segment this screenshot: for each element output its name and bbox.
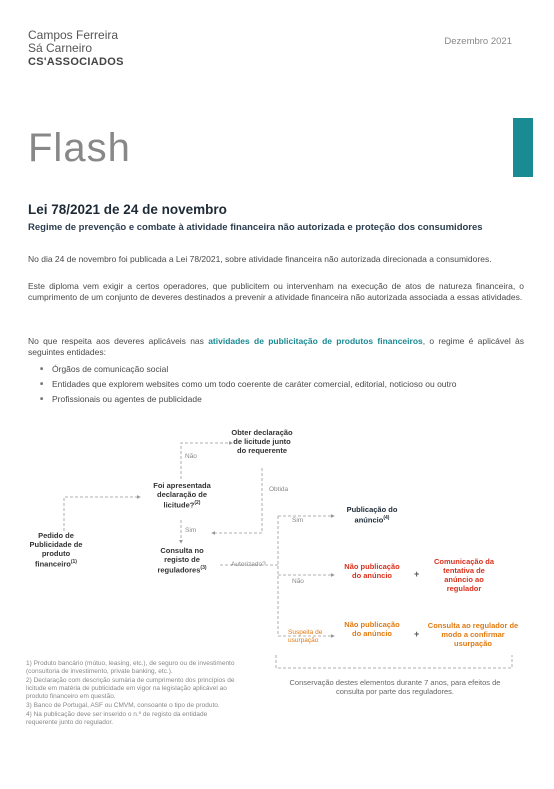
flow-label-sim-mid: Sim (185, 527, 197, 534)
issue-date: Dezembro 2021 (444, 36, 512, 47)
paragraph-3-text-b: , o regime é aplicável às seguintes entidades: (28, 336, 524, 357)
flow-publicacao-anuncio (340, 505, 404, 525)
flow-consulta-text: Consulta no registo de reguladores (157, 546, 204, 575)
flash-title: Flash (28, 126, 131, 170)
flow-pedido-text: Pedido de Publicidade de produto financeiro (29, 531, 83, 569)
flow-comunicacao-regulador: Comunicação da tentativa de anúncio ao regulador (433, 557, 494, 593)
logo-line-1: Campos Ferreira (28, 28, 119, 42)
page-title: Lei 78/2021 de 24 de novembro (28, 202, 227, 217)
list-item: ■ Entidades que explorem websites como um todo coerente de caráter comercial, editorial, noticioso ou outro (40, 377, 520, 392)
paragraph-3-text-a: No que respeita aos deveres aplicáveis nas (28, 336, 209, 346)
flow-obter-declaracao: Obter declaração de licitude junto do requerente (231, 428, 293, 455)
flow-plus-1: + (414, 569, 420, 579)
flow-nao-publicacao-2: Não publicação do anúncio (344, 620, 400, 638)
paragraph-3-highlight: atividades de publicitação de produtos financeiros (208, 336, 423, 346)
paragraph-1: No dia 24 de novembro foi publicada a Lei 78/2021, sobre atividade financeira não autorizada direcionada a consumidores. (28, 254, 492, 264)
flow-label-autorizado: Autorizado? (231, 561, 266, 568)
logo-line-3: CS'ASSOCIADOS (28, 56, 124, 68)
list-item: ■ Órgãos de comunicação social (40, 362, 520, 377)
flow-consulta-sup: (3) (200, 565, 207, 571)
page-subtitle: Regime de prevenção e combate à atividade financeira não autorizada e proteção dos consumidores (28, 222, 483, 233)
footnote-2: 2) Declaração com descrição sumária de cumprimento dos princípios de licitude em matéria de publicidade em vigor na legislação aplicável ao produto financeiro em questão. (26, 677, 235, 700)
flow-publicacao-text: Publicação do anúncio (346, 505, 398, 525)
flow-foi-text: Foi apresentada declaração de licitude? (153, 481, 211, 510)
flow-publicacao-sup: (4) (383, 515, 390, 521)
flow-consulta-registo (150, 546, 214, 575)
flow-plus-2: + (414, 629, 420, 639)
flow-label-nao-branch: Não (292, 578, 304, 585)
flow-nao-publicacao-1: Não publicação do anúncio (344, 562, 400, 580)
flow-consulta-regulador: Consulta ao regulador de modo a confirmar usurpação (427, 621, 519, 648)
flow-pedido-sup: (1) (70, 559, 77, 565)
footnotes (26, 660, 236, 727)
flow-foi-apresentada (146, 481, 218, 510)
flow-pedido-publicidade (26, 531, 86, 569)
footnote-3: 3) Banco de Portugal, ASF ou CMVM, consoante o tipo de produto. (26, 702, 220, 709)
footnote-1: 1) Produto bancário (mútuo, leasing, etc.), de seguro ou de investimento (consultoria de investimento, private banking, etc.). (26, 660, 235, 675)
list-item: ■ Profissionais ou agentes de publicidade (40, 392, 520, 407)
conservation-note: Conservação destes elementos durante 7 anos, para efeitos de consulta por parte dos reguladores. (289, 678, 501, 696)
flow-foi-sup: (2) (194, 500, 201, 506)
footnote-4: 4) Na publicação deve ser inserido o n.º de registo da entidade requerente junto do regulador. (26, 711, 208, 726)
flow-label-nao-top: Não (185, 453, 197, 460)
logo-line-2: Sá Carneiro (28, 41, 93, 55)
paragraph-2: Este diploma vem exigir a certos operadores, que publicitem ou intervenham na execução de atos de natureza financeira, o cumprimento de um conjunto de deveres destinados a prevenir a atividade financeira não autorizada associada a essas atividades. (28, 281, 524, 302)
flow-label-sim-branch: Sim (292, 517, 304, 524)
flow-label-suspeita: Suspeita de usurpação (288, 629, 323, 644)
flow-label-obtida: Obtida (269, 486, 289, 493)
